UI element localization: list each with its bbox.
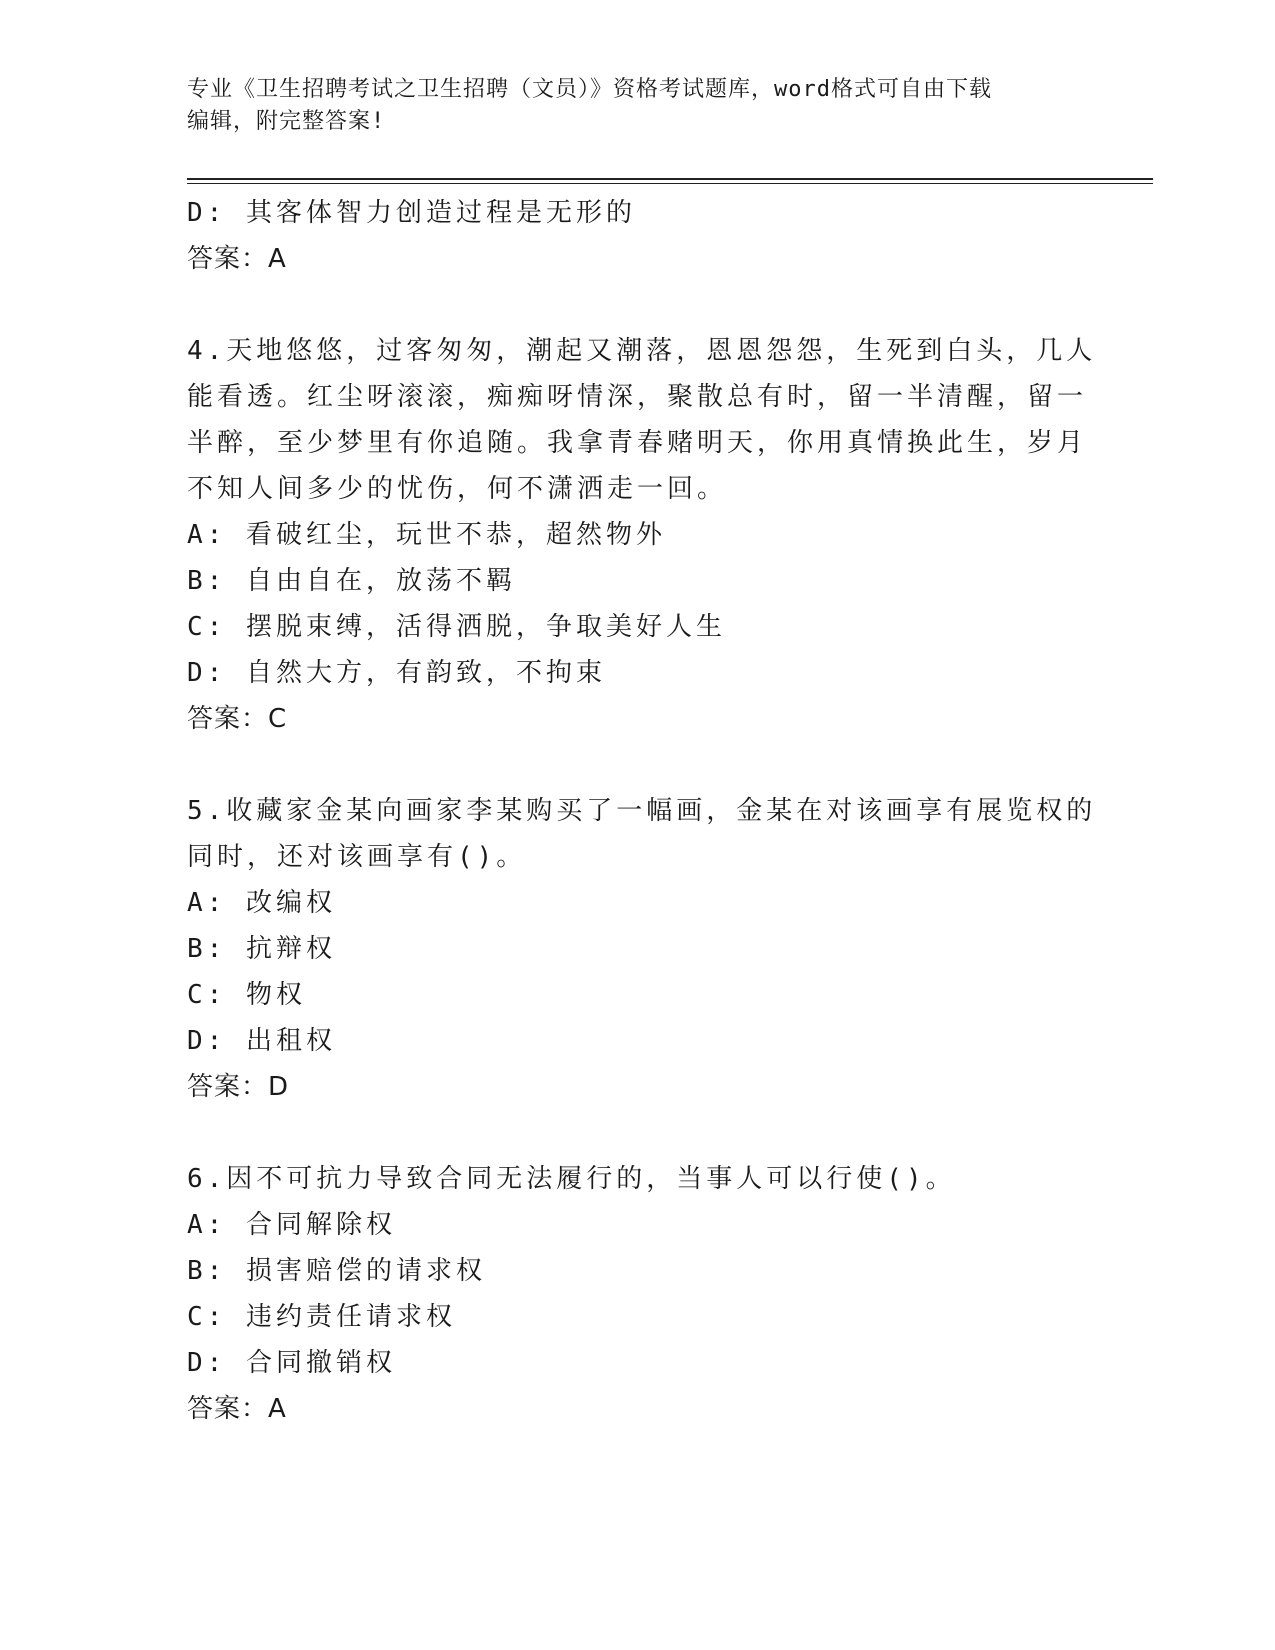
option-a: A: 合同解除权 — [187, 1210, 396, 1240]
option-d: D: 出租权 — [187, 1026, 336, 1056]
option-c: C: 摆脱束缚，活得洒脱，争取美好人生 — [187, 612, 726, 642]
answer: 答案：D — [187, 1072, 290, 1102]
question-4 — [187, 328, 1097, 742]
option-b: B: 自由自在，放荡不羁 — [187, 566, 516, 596]
option-d: D: 合同撤销权 — [187, 1348, 396, 1378]
question-text: 半醉，至少梦里有你追随。我拿青春赌明天，你用真情换此生，岁月 — [187, 428, 1088, 458]
option-d: D: 其客体智力创造过程是无形的 — [187, 198, 636, 228]
option-a: A: 看破红尘，玩世不恭，超然物外 — [187, 520, 666, 550]
answer: 答案：A — [187, 1394, 287, 1424]
document-header — [187, 74, 1087, 138]
question-5 — [187, 788, 1097, 1110]
answer: 答案：C — [187, 704, 288, 734]
option-d: D: 自然大方，有韵致，不拘束 — [187, 658, 606, 688]
option-b: B: 抗辩权 — [187, 934, 336, 964]
option-c: C: 违约责任请求权 — [187, 1302, 456, 1332]
question-6 — [187, 1156, 1087, 1432]
header-line: 专业《卫生招聘考试之卫生招聘（文员）》资格考试题库，word格式可自由下载 — [187, 77, 992, 102]
question-text: 不知人间多少的忧伤，何不潇洒走一回。 — [187, 474, 728, 504]
question-text: 同时，还对该画享有()。 — [187, 842, 527, 872]
question-text: 6.因不可抗力导致合同无法履行的，当事人可以行使()。 — [187, 1164, 956, 1194]
option-c: C: 物权 — [187, 980, 306, 1010]
answer: 答案：A — [187, 244, 287, 274]
header-line: 编辑，附完整答案! — [187, 109, 386, 134]
option-a: A: 改编权 — [187, 888, 336, 918]
question-text: 能看透。红尘呀滚滚，痴痴呀情深，聚散总有时，留一半清醒，留一 — [187, 382, 1088, 412]
question-list — [187, 190, 1097, 1432]
header-divider-thin — [187, 183, 1153, 184]
question-text: 5.收藏家金某向画家李某购买了一幅画，金某在对该画享有展览权的 — [187, 796, 1097, 826]
header-divider — [187, 178, 1153, 180]
option-b: B: 损害赔偿的请求权 — [187, 1256, 486, 1286]
question-text: 4.天地悠悠，过客匆匆，潮起又潮落，恩恩怨怨，生死到白头，几人 — [187, 336, 1097, 366]
